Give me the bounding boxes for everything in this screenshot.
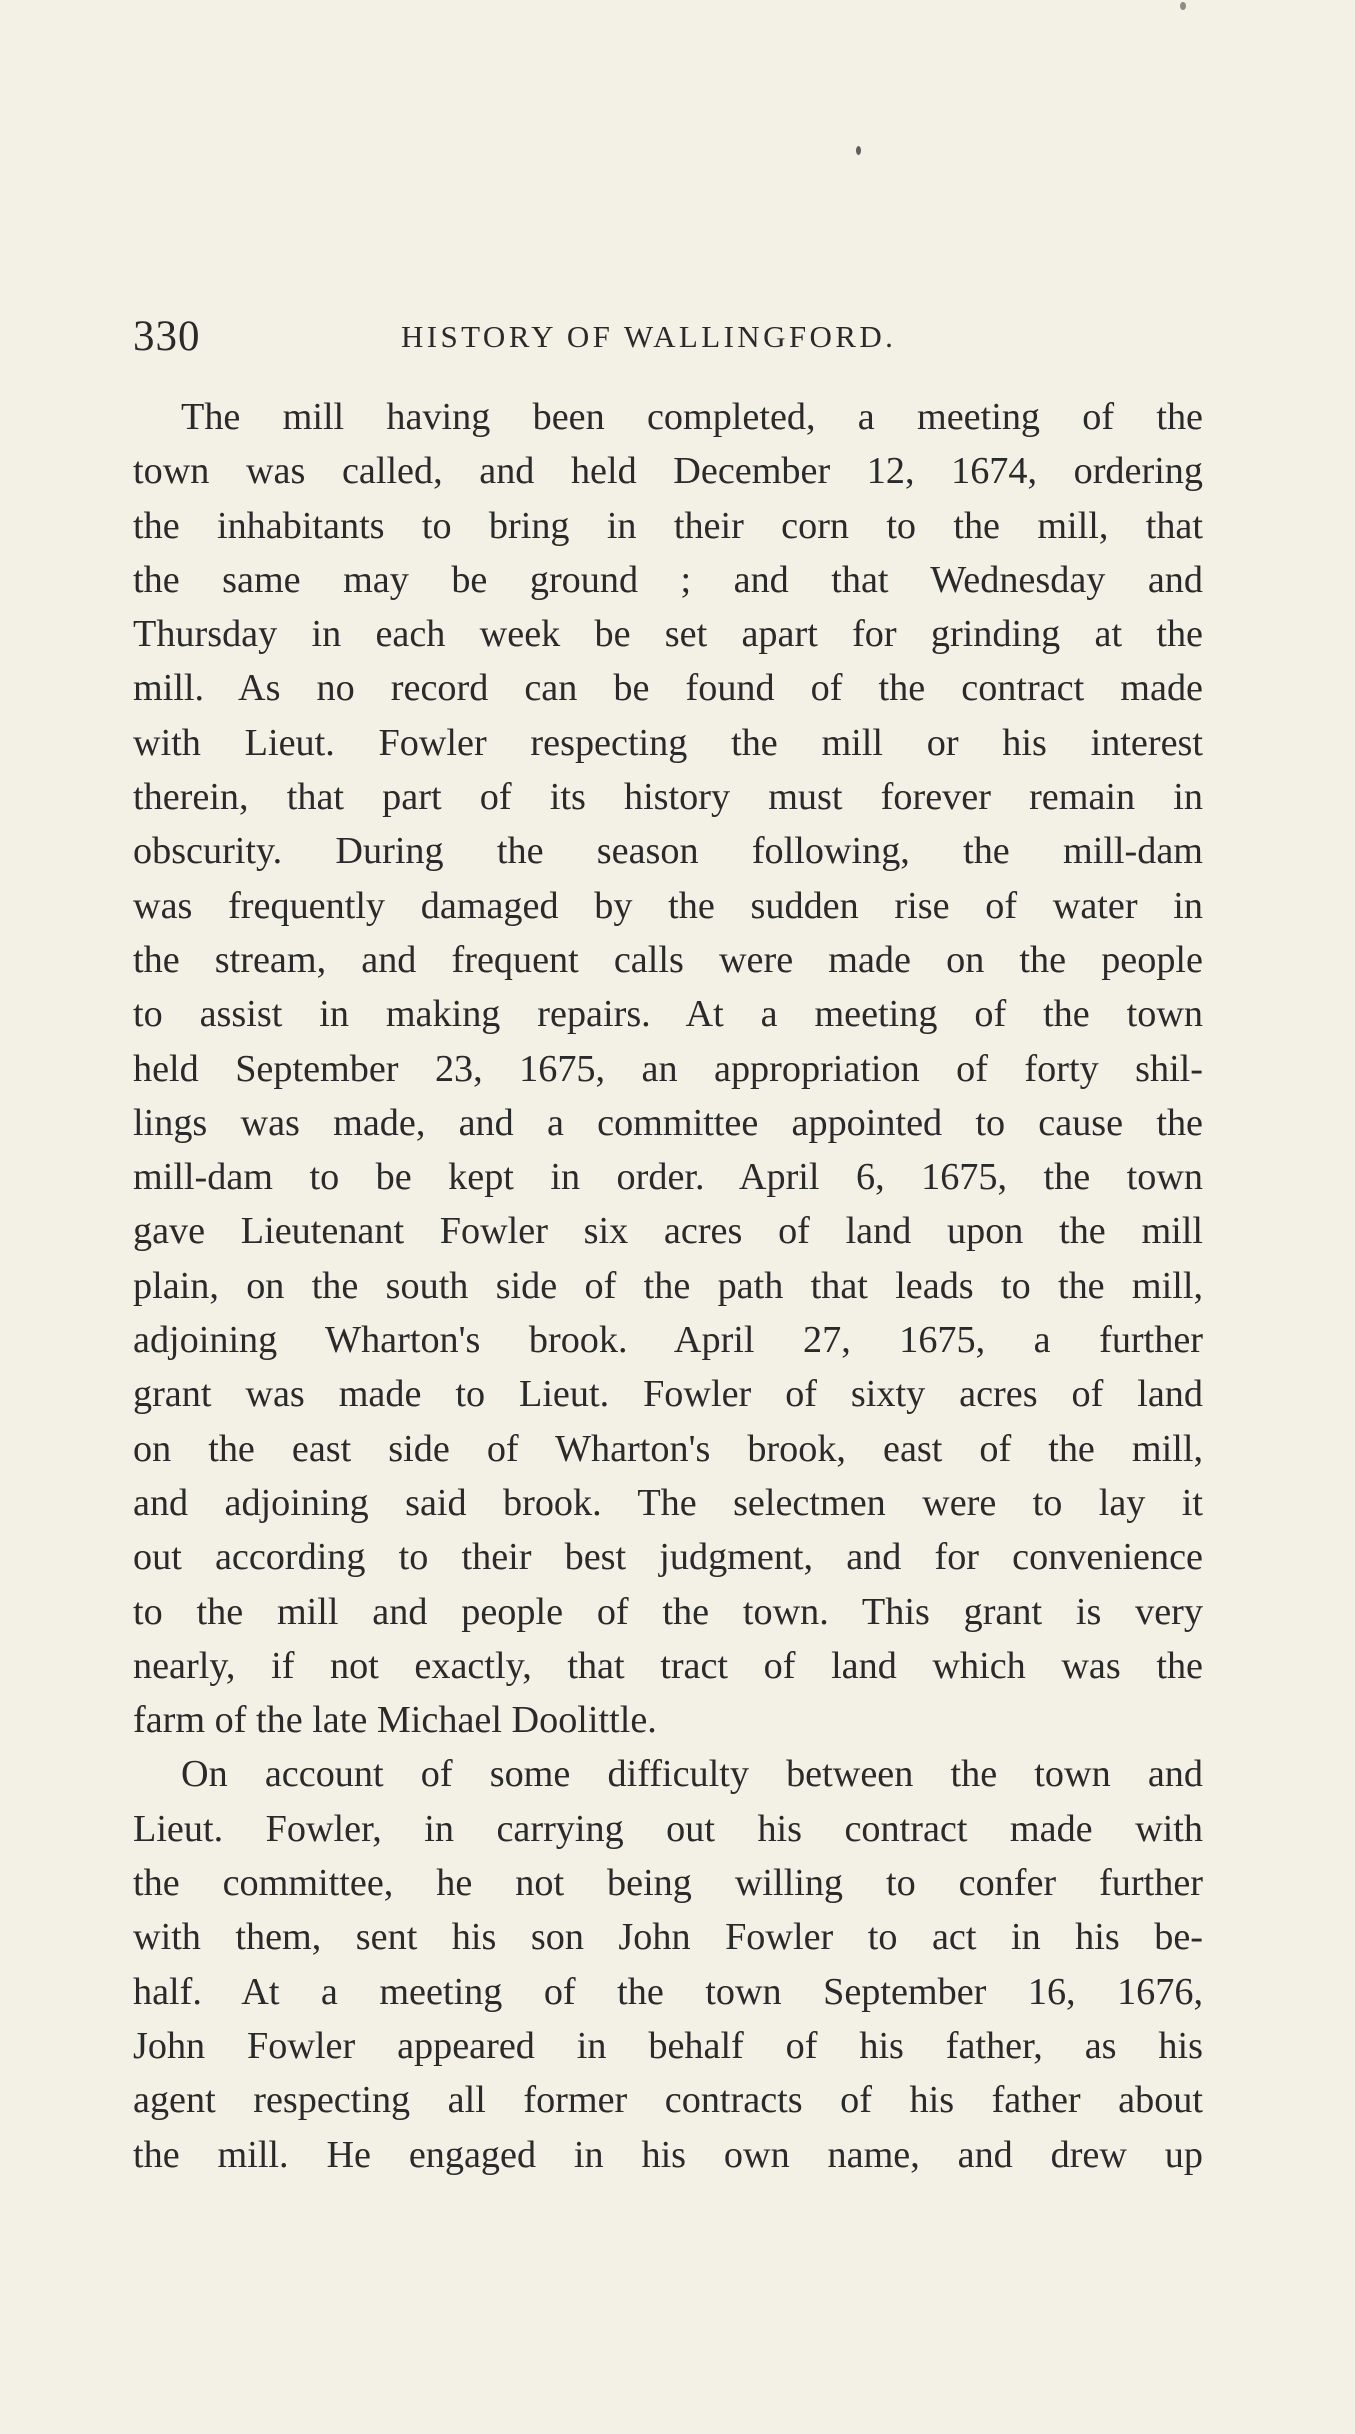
- text-line: with Lieut. Fowler respecting the mill or his interest: [133, 721, 1203, 764]
- paragraph: [133, 390, 1203, 1747]
- text-line: to assist in making repairs. At a meeting of the town: [133, 993, 1203, 1036]
- running-title: HISTORY OF WALLINGFORD.: [401, 319, 897, 354]
- page-speck: [856, 146, 861, 155]
- text-line: grant was made to Lieut. Fowler of sixty acres of land: [133, 1373, 1203, 1416]
- text-line: nearly, if not exactly, that tract of land which was the: [133, 1644, 1203, 1687]
- text-line: the same may be ground ; and that Wednesday and: [133, 558, 1203, 601]
- paragraph: [133, 1747, 1203, 2181]
- text-line: plain, on the south side of the path that leads to the mill,: [133, 1264, 1203, 1307]
- text-line: The mill having been completed, a meeting of the: [181, 396, 1203, 438]
- text-line: half. At a meeting of the town September 16, 1676,: [133, 1970, 1203, 2013]
- text-line: the inhabitants to bring in their corn to the mill, that: [133, 504, 1203, 547]
- body-text: [133, 390, 1203, 2182]
- text-line: lings was made, and a committee appointed to cause the: [133, 1101, 1203, 1144]
- text-line: to the mill and people of the town. This grant is very: [133, 1590, 1203, 1633]
- text-line: obscurity. During the season following, the mill-dam: [133, 830, 1203, 873]
- page-number: 330: [133, 313, 201, 360]
- text-line: mill. As no record can be found of the contract made: [133, 667, 1203, 710]
- text-line: the committee, he not being willing to confer further: [133, 1862, 1203, 1905]
- text-line: adjoining Wharton's brook. April 27, 1675, a further: [133, 1319, 1203, 1362]
- text-line: the mill. He engaged in his own name, and drew up: [133, 2133, 1203, 2176]
- text-line: the stream, and frequent calls were made on the people: [133, 938, 1203, 981]
- text-line: gave Lieutenant Fowler six acres of land upon the mill: [133, 1210, 1203, 1253]
- text-line: on the east side of Wharton's brook, east of the mill,: [133, 1427, 1203, 1470]
- page-speck: [1180, 2, 1186, 10]
- text-line: town was called, and held December 12, 1674, ordering: [133, 450, 1203, 493]
- text-line: mill-dam to be kept in order. April 6, 1675, the town: [133, 1156, 1203, 1199]
- text-line: was frequently damaged by the sudden rise of water in: [133, 884, 1203, 927]
- text-line: agent respecting all former contracts of his father about: [133, 2079, 1203, 2122]
- text-line: John Fowler appeared in behalf of his father, as his: [133, 2024, 1203, 2067]
- text-line: Lieut. Fowler, in carrying out his contract made with: [133, 1807, 1203, 1850]
- text-line: out according to their best judgment, and for convenience: [133, 1536, 1203, 1579]
- text-line: farm of the late Michael Doolittle.: [133, 1699, 657, 1742]
- text-line: and adjoining said brook. The selectmen were to lay it: [133, 1481, 1203, 1524]
- text-line: with them, sent his son John Fowler to act in his be-: [133, 1916, 1203, 1959]
- text-line: On account of some difficulty between the town and: [181, 1753, 1203, 1796]
- running-head: [133, 312, 1203, 362]
- text-line: Thursday in each week be set apart for grinding at the: [133, 613, 1203, 656]
- text-line: held September 23, 1675, an appropriation of forty shil-: [133, 1047, 1203, 1090]
- text-line: therein, that part of its history must forever remain in: [133, 776, 1203, 819]
